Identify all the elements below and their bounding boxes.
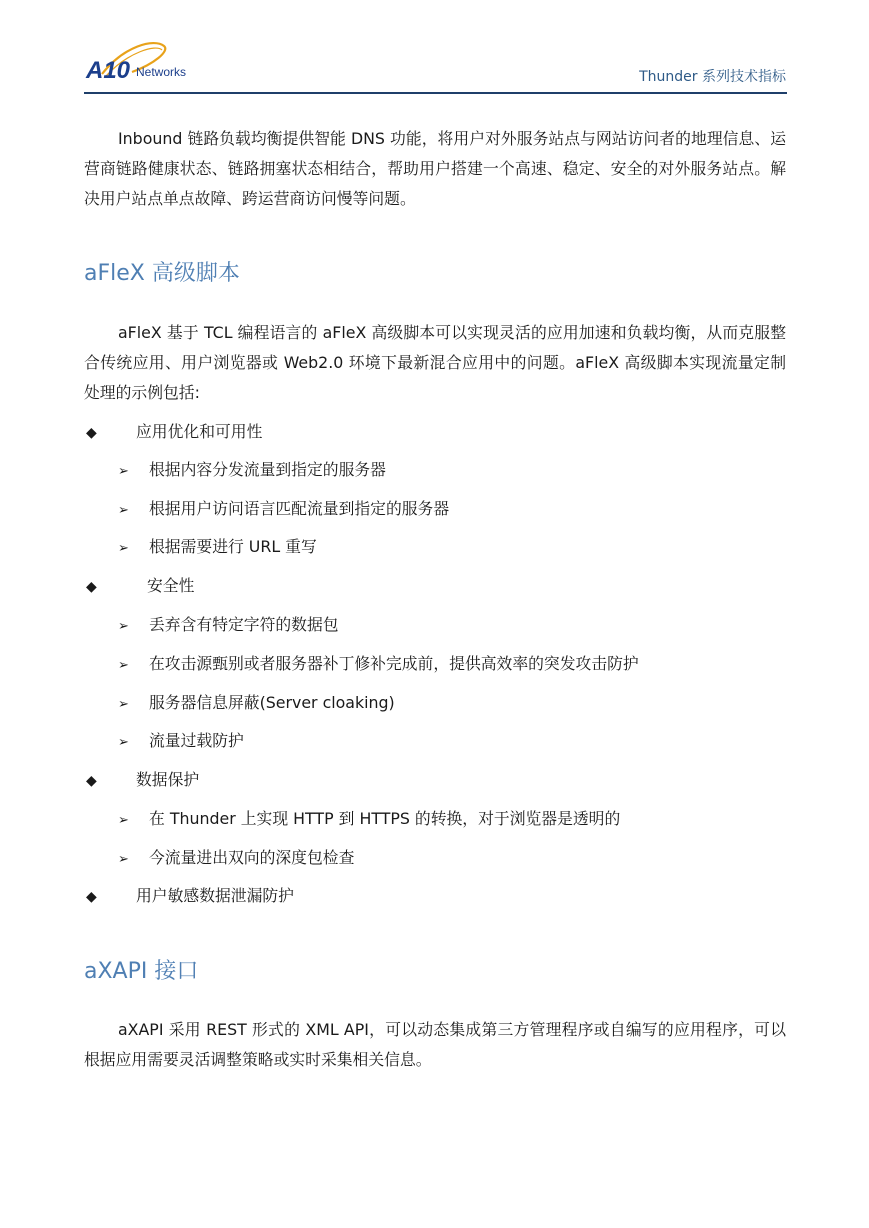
list-item-text: 丢弃含有特定字符的数据包 xyxy=(149,615,339,634)
list-group-4 xyxy=(86,885,294,908)
list-item xyxy=(118,653,639,677)
diamond-bullet-icon: ◆ xyxy=(86,425,97,441)
list-item xyxy=(118,692,395,716)
diamond-bullet-icon: ◆ xyxy=(86,579,97,595)
list-item xyxy=(118,459,386,483)
header-divider xyxy=(84,92,787,94)
list-item xyxy=(118,498,449,522)
arrow-bullet-icon: ➢ xyxy=(118,852,129,867)
list-item xyxy=(118,808,620,832)
aflex-text: aFleX 基于 TCL 编程语言的 aFleX 高级脚本可以实现灵活的应用加速和负载均衡，从而克服整合传统应用、用户浏览器或 Web2.0 环境下最新混合应用中的问题。aFleX 高级脚本实现流量定制处理的示例包括: xyxy=(84,323,786,402)
arrow-bullet-icon: ➢ xyxy=(118,503,129,518)
svg-text:Networks: Networks xyxy=(136,65,187,79)
list-item xyxy=(118,614,339,638)
arrow-bullet-icon: ➢ xyxy=(118,697,129,712)
diamond-bullet-icon: ◆ xyxy=(86,773,97,789)
list-group-label: 应用优化和可用性 xyxy=(136,422,263,441)
arrow-bullet-icon: ➢ xyxy=(118,813,129,828)
list-item-text: 根据需要进行 URL 重写 xyxy=(149,537,317,556)
diamond-bullet-icon: ◆ xyxy=(86,889,97,905)
list-item xyxy=(118,730,244,754)
aflex-paragraph xyxy=(84,318,786,408)
list-group-label: 数据保护 xyxy=(136,770,200,789)
list-item xyxy=(118,536,317,560)
list-item-text: 在 Thunder 上实现 HTTP 到 HTTPS 的转换，对于浏览器是透明的 xyxy=(149,809,621,828)
list-item xyxy=(118,847,354,871)
arrow-bullet-icon: ➢ xyxy=(118,658,129,673)
list-item-text: 根据内容分发流量到指定的服务器 xyxy=(149,460,386,479)
document-title: Thunder 系列技术指标 xyxy=(639,69,786,85)
page-header xyxy=(84,40,786,92)
list-item-text: 根据用户访问语言匹配流量到指定的服务器 xyxy=(149,499,450,518)
arrow-bullet-icon: ➢ xyxy=(118,619,129,634)
list-group-1 xyxy=(86,421,262,444)
list-group-label: 用户敏感数据泄漏防护 xyxy=(136,886,294,905)
arrow-bullet-icon: ➢ xyxy=(118,735,129,750)
list-item-text: 今流量进出双向的深度包检查 xyxy=(149,848,355,867)
list-item-text: 服务器信息屏蔽(Server cloaking) xyxy=(149,693,395,712)
svg-text:A10: A10 xyxy=(86,57,131,84)
section-heading-aflex: aFleX 高级脚本 xyxy=(84,261,240,286)
axapi-text: aXAPI 采用 REST 形式的 XML API，可以动态集成第三方管理程序或自编写的应用程序，可以根据应用需要灵活调整策略或实时采集相关信息。 xyxy=(84,1020,786,1069)
list-group-label: 安全性 xyxy=(147,576,195,595)
arrow-bullet-icon: ➢ xyxy=(118,464,129,479)
list-group-3 xyxy=(86,769,199,792)
intro-paragraph xyxy=(84,124,786,214)
arrow-bullet-icon: ➢ xyxy=(118,541,129,556)
list-group-2 xyxy=(86,575,194,598)
list-item-text: 在攻击源甄别或者服务器补丁修补完成前，提供高效率的突发攻击防护 xyxy=(149,654,639,673)
section-heading-axapi: aXAPI 接口 xyxy=(84,959,199,984)
intro-text: Inbound 链路负载均衡提供智能 DNS 功能，将用户对外服务站点与网站访问者的地理信息、运营商链路健康状态、链路拥塞状态相结合，帮助用户搭建一个高速、稳定、安全的对外服务站点。解决用户站点单点故障、跨运营商访问慢等问题。 xyxy=(84,129,786,208)
axapi-paragraph xyxy=(84,1015,786,1075)
list-item-text: 流量过载防护 xyxy=(149,731,244,750)
a10-networks-logo xyxy=(84,40,214,88)
